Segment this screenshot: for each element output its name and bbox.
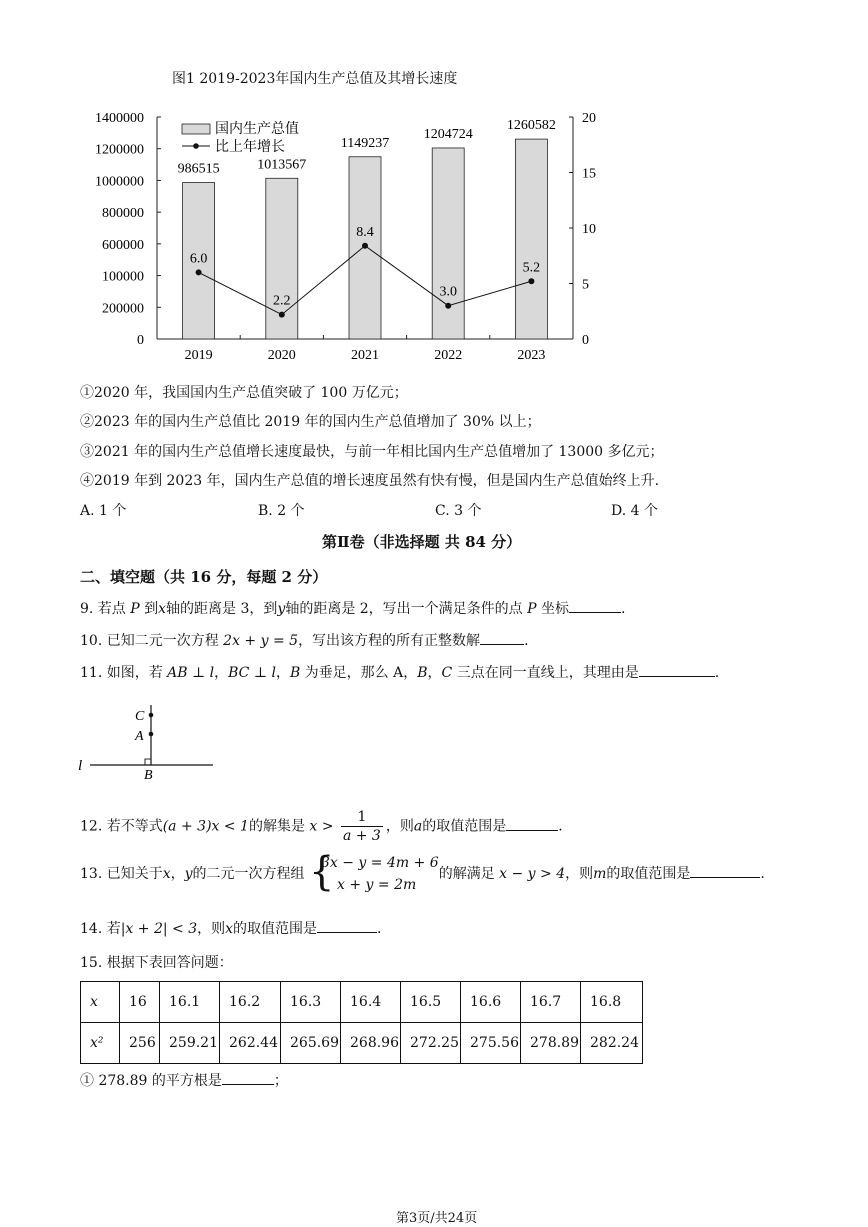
- table-row: [81, 1023, 643, 1064]
- growth-value-label: 6.0: [189, 251, 208, 267]
- left-tick-label: 1200000: [95, 142, 144, 158]
- statement-mark: ②: [80, 414, 94, 430]
- option-a: A. 1 个: [80, 503, 127, 519]
- answer-blank-11[interactable]: [639, 662, 715, 677]
- category-label: 2019: [184, 348, 213, 363]
- table-cell: 16.3: [281, 982, 341, 1023]
- right-tick-label: 20: [582, 111, 596, 126]
- section-title: 第Ⅱ卷（非选择题 共 84 分）: [322, 533, 522, 551]
- answer-blank-15-1[interactable]: [222, 1070, 274, 1085]
- table-cell: 16: [120, 982, 160, 1023]
- option-d: D. 4 个: [611, 503, 658, 519]
- category-label: 2020: [267, 348, 296, 363]
- table-cell: 256: [120, 1023, 160, 1064]
- point-a: [149, 732, 154, 737]
- bar: [432, 148, 464, 339]
- right-tick-label: 0: [582, 333, 589, 348]
- question-15: 15. 根据下表回答问题：: [80, 955, 233, 971]
- right-angle-mark: [145, 759, 151, 765]
- growth-value-label: 8.4: [356, 224, 374, 240]
- table-cell: 265.69: [281, 1023, 341, 1064]
- statement-4: [80, 470, 659, 490]
- left-tick-label: 200000: [102, 301, 144, 317]
- growth-point: [445, 303, 451, 309]
- left-tick-label: 600000: [102, 237, 144, 253]
- table-cell: 259.21: [160, 1023, 220, 1064]
- answer-blank-13[interactable]: [690, 863, 760, 878]
- answer-blank-10[interactable]: [480, 630, 524, 645]
- statement-mark: ④: [80, 473, 94, 489]
- left-tick-label: 1400000: [95, 111, 144, 126]
- table-cell: 16.2: [220, 982, 281, 1023]
- left-tick-label: 100000: [102, 269, 144, 285]
- answer-blank-14[interactable]: [317, 918, 377, 933]
- bar-value-label: 1013567: [257, 157, 307, 173]
- table-cell: 262.44: [220, 1023, 281, 1064]
- statement-text: 2023 年的国内生产总值比 2019 年的国内生产总值增加了 30% 以上；: [94, 414, 541, 430]
- question-12: 12. 若不等式(a + 3)x < 1的解集是 x > $\frac{1}{a + 3}$ ，则a的取值范围是 .: [80, 809, 563, 844]
- table-header-x-squared: x²: [81, 1023, 120, 1064]
- statement-text: 2020 年，我国国内生产总值突破了 100 万亿元；: [94, 385, 408, 401]
- legend-line-label: 比上年增长: [215, 140, 285, 155]
- table-cell: 272.25: [401, 1023, 461, 1064]
- statement-mark: ①: [80, 385, 94, 401]
- option-c: C. 3 个: [435, 503, 482, 519]
- right-tick-label: 10: [582, 222, 596, 237]
- statement-text: 2019 年到 2023 年，国内生产总值的增长速度虽然有快有慢，但是国内生产总值始终上升.: [94, 473, 660, 489]
- label-a: A: [135, 729, 144, 744]
- perpendicular-figure: [76, 700, 226, 782]
- table-cell: 16.8: [581, 982, 643, 1023]
- growth-value-label: 5.2: [522, 260, 541, 276]
- question-10: 10. 已知二元一次方程 2x + y = 5，写出该方程的所有正整数解 .: [80, 630, 529, 650]
- legend-bar-swatch: [182, 124, 210, 134]
- table-cell: 278.89: [521, 1023, 581, 1064]
- table-cell: 16.5: [401, 982, 461, 1023]
- square-table: [80, 981, 643, 1064]
- statement-2: [80, 411, 541, 431]
- left-tick-label: 1000000: [95, 174, 144, 190]
- statement-3: [80, 441, 664, 461]
- growth-point: [279, 312, 285, 318]
- legend-bar-label: 国内生产总值: [215, 122, 299, 137]
- table-cell: 282.24: [581, 1023, 643, 1064]
- gdp-chart: [60, 95, 620, 367]
- statement-1: [80, 382, 408, 402]
- page-footer: 第3页/共24页: [396, 1211, 478, 1226]
- bar-value-label: 1260582: [506, 118, 556, 134]
- question-11: 11. 如图，若 AB ⊥ l，BC ⊥ l，B 为垂足，那么 A，B，C 三点在同一直线上，其理由是 .: [80, 662, 719, 682]
- answer-blank-12[interactable]: [506, 816, 558, 831]
- table-cell: 16.7: [521, 982, 581, 1023]
- part-title: 二、填空题（共 16 分，每题 2 分）: [80, 568, 328, 586]
- question-15-1: ① 278.89 的平方根是 ；: [80, 1070, 288, 1090]
- growth-value-label: 2.2: [273, 293, 291, 309]
- table-cell: 16.6: [461, 982, 521, 1023]
- table-header-x: x: [81, 982, 120, 1023]
- legend-line-marker: [193, 143, 199, 149]
- left-tick-label: 0: [137, 333, 144, 348]
- category-label: 2022: [434, 348, 463, 363]
- category-label: 2021: [351, 348, 379, 363]
- left-tick-label: 800000: [102, 206, 144, 222]
- label-l: l: [78, 758, 83, 774]
- answer-blank-9[interactable]: [569, 598, 621, 613]
- table-cell: 268.96: [341, 1023, 401, 1064]
- option-b: B. 2 个: [258, 503, 305, 519]
- bar-value-label: 1149237: [340, 135, 390, 151]
- bar: [515, 139, 547, 339]
- statement-mark: ③: [80, 444, 94, 460]
- growth-value-label: 3.0: [439, 284, 457, 300]
- fraction: $\frac{1}{a + 3}$: [342, 809, 381, 844]
- label-c: C: [135, 709, 145, 724]
- bar-value-label: 986515: [177, 161, 220, 177]
- table-cell: 16.4: [341, 982, 401, 1023]
- growth-point: [362, 243, 368, 249]
- question-14: 14. 若|x + 2| < 3，则x的取值范围是 .: [80, 918, 381, 938]
- statement-text: 2021 年的国内生产总值增长速度最快，与前一年相比国内生产总值增加了 13000 多亿元；: [94, 444, 664, 460]
- growth-point: [528, 278, 534, 284]
- question-9: 9. 若点 P 到x轴的距离是 3，到y轴的距离是 2，写出一个满足条件的点 P 坐标 .: [80, 598, 625, 618]
- point-c: [149, 713, 154, 718]
- equation-system: { 3x − y = 4m + 6 x + y = 2m: [309, 849, 439, 895]
- right-tick-label: 15: [582, 166, 596, 182]
- table-row: [81, 982, 643, 1023]
- table-cell: 275.56: [461, 1023, 521, 1064]
- label-b: B: [144, 768, 153, 782]
- brace-icon: {: [309, 849, 335, 895]
- figure-title: 图1 2019-2023年国内生产总值及其增长速度: [172, 71, 458, 87]
- category-label: 2023: [517, 348, 546, 363]
- table-cell: 16.1: [160, 982, 220, 1023]
- growth-point: [196, 269, 202, 275]
- bar-value-label: 1204724: [423, 126, 473, 142]
- right-tick-label: 5: [582, 277, 589, 293]
- question-13: 13. 已知关于x，y的二元一次方程组 { 3x − y = 4m + 6 x + y = 2m 的解满足 x − y > 4，则m的取值范围是 .: [80, 849, 765, 895]
